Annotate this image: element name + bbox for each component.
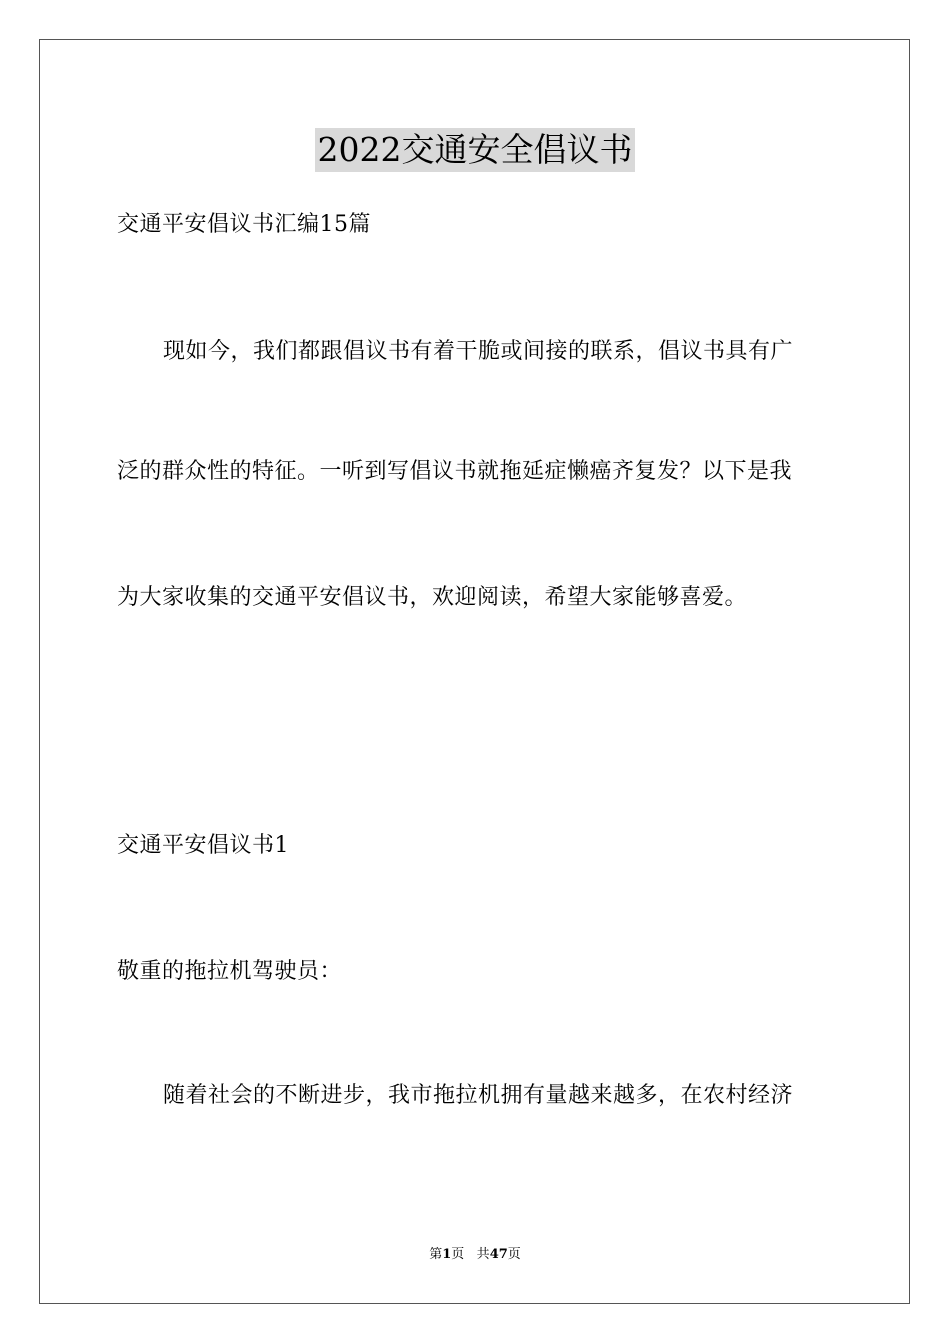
paragraph-1-line-1: 现如今，我们都跟倡议书有着干脆或间接的联系，倡议书具有广 — [163, 339, 794, 364]
paragraph-1-line-3: 为大家收集的交通平安倡议书，欢迎阅读，希望大家能够喜爱。 — [117, 585, 748, 610]
total-pages: 47 — [489, 1247, 508, 1262]
salutation: 敬重的拖拉机驾驶员： — [117, 959, 343, 984]
title-container — [0, 128, 950, 172]
page-number: 1 — [442, 1247, 452, 1262]
total-suffix: 页 — [507, 1247, 521, 1262]
total-prefix: 共 — [476, 1247, 490, 1262]
paragraph-2-line-1: 随着社会的不断进步，我市拖拉机拥有量越来越多，在农村经济 — [163, 1083, 794, 1108]
section-heading: 交通平安倡议书1 — [117, 833, 289, 858]
page-suffix: 页 — [451, 1247, 465, 1262]
document-title: 2022交通安全倡议书 — [315, 128, 636, 172]
page-footer — [0, 1246, 950, 1264]
page-prefix: 第 — [429, 1247, 443, 1262]
paragraph-1-line-2: 泛的群众性的特征。一听到写倡议书就拖延症懒癌齐复发？以下是我 — [117, 459, 793, 484]
document-subtitle: 交通平安倡议书汇编15篇 — [117, 212, 371, 237]
